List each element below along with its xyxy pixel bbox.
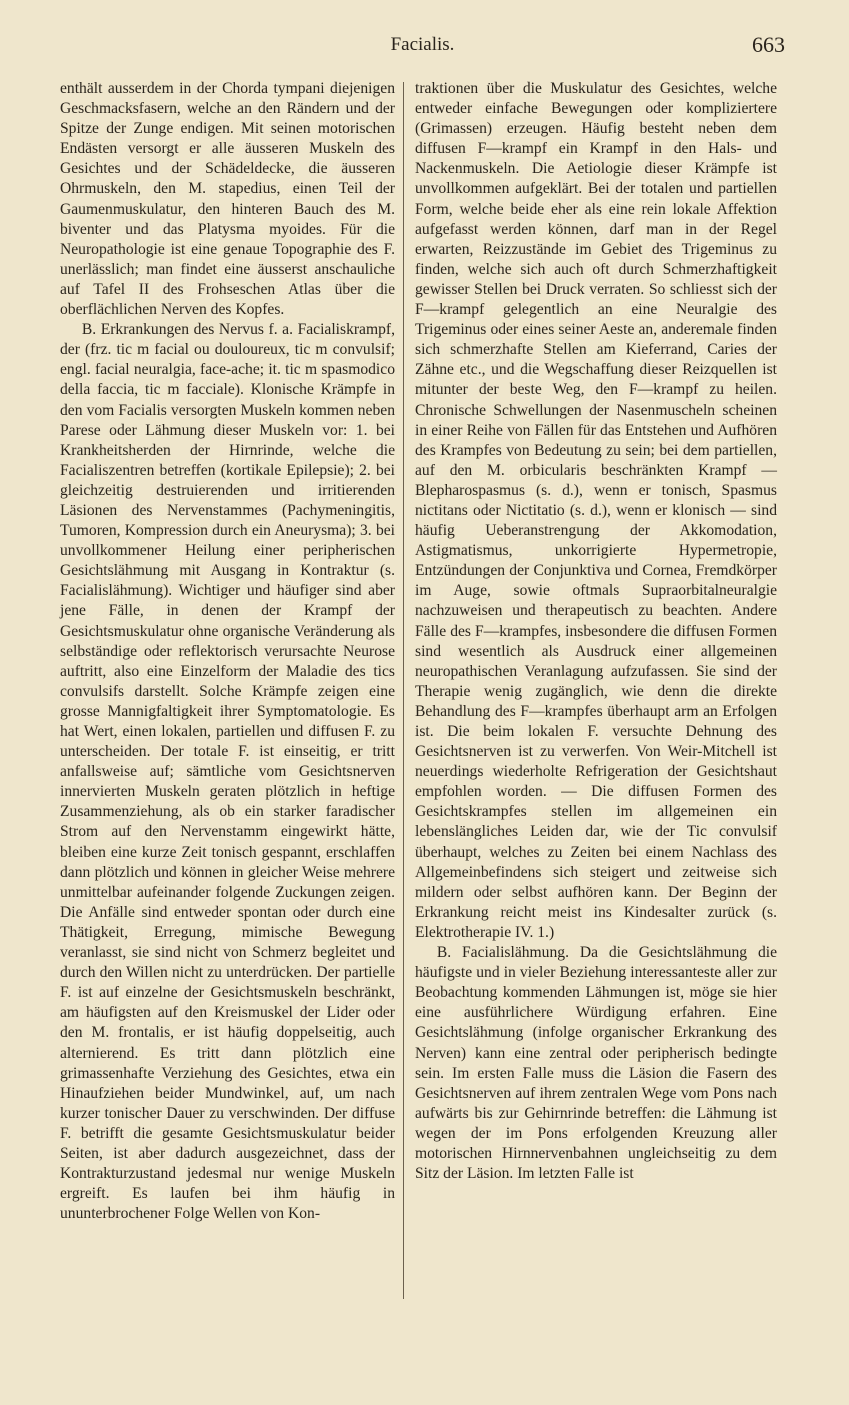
page-number: 663 — [752, 32, 785, 57]
paragraph: B. Erkrankungen des Nervus f. a. Facialiskrampf, der (frz. tic m facial ou douloureux, tic m convulsif; engl. facial neuralgia, face-ache; it. tic m spasmodico della faccia, tic m facciale). Klonische Krämpfe in den vom Facialis versorgten Muskeln kommen neben Parese oder Lähmung dieser Muskeln vor: 1. bei Krankheitsherden der Hirnrinde, welche die Facialiszentren betreffen (kortikale Epilepsie); 2. bei gleichzeitig destruierenden und irritierenden Läsionen des Nervenstammes (Pachymeningitis, Tumoren, Kompression durch ein Aneurysma); 3. bei unvollkommener Heilung einer peripherischen Gesichtslähmung mit Ausgang in Kontraktur (s. Facialislähmung). Wichtiger und häufiger sind aber jene Fälle, in denen der Krampf der Gesichtsmuskulatur ohne organische Veränderung als selbständige oder reflektorisch verursachte Neurose auftritt, also eine Einzelform der Maladie des tics convulsifs darstellt. Solche Krämpfe zeigen eine grosse Mannigfaltigkeit ihrer Symptomatologie. Es hat Wert, einen lokalen, partiellen und diffusen F. zu unterscheiden. Der totale F. ist einseitig, er tritt anfallsweise auf; sämtliche vom Gesichtsnerven innervierten Muskeln geraten plötzlich in heftige Zusammenziehung, als ob ein starker faradischer Strom auf den Nervenstamm eingewirkt hätte, bleiben eine kurze Zeit tonisch gespannt, erschlaffen dann plötzlich und können in gleicher Weise mehrere unmittelbar aufeinander folgende Zuckungen zeigen. Die Anfälle sind entweder spontan oder durch eine Thätigkeit, Erregung, mimische Bewegung veranlasst, sie sind nicht von Schmerz begleitet und durch den Willen nicht zu unterdrücken. Der partielle F. ist auf einzelne der Gesichtsmuskeln beschränkt, am häufigsten auf den Kreismuskel der Lider oder den M. frontalis, er ist häufig doppelseitig, auch alternierend. Es tritt dann plötzlich eine grimassenhafte Verziehung des Gesichtes, etwa ein Hinaufziehen beider Mundwinkel, auf, um nach kurzer tonischer Dauer zu verschwinden. Der diffuse F. betrifft die gesamte Gesichtsmuskulatur beider Seiten, ist aber dadurch ausgezeichnet, dass der Kontrakturzustand jedesmal nur wenige Muskeln ergreift. Es laufen bei ihm häufig in ununterbrochener Folge Wellen von Kon- — [60, 321, 395, 1223]
column-divider — [403, 82, 404, 1299]
paragraph: enthält ausserdem in der Chorda tympani diejenigen Geschmacksfasern, welche an den Rändern und der Spitze der Zunge endigen. Mit seinen motorischen Endästen versorgt er alle äusseren Muskeln des Gesichtes und der Schädeldecke, die äusseren Ohrmuskeln, den M. stapedius, einen Teil der Gaumenmuskulatur, den hinteren Bauch des M. biventer und das Platysma myoides. Für die Neuropathologie ist eine genaue Topographie des F. unerlässlich; man findet eine äusserst anschauliche auf Tafel II des Frohseschen Atlas über die oberflächlichen Nerven des Kopfes. — [60, 80, 395, 319]
running-title: Facialis. — [390, 34, 455, 55]
paragraph: B. Facialislähmung. Da die Gesichtslähmung die häufigste und in vieler Beziehung interessanteste aller zur Beobachtung kommenden Lähmungen ist, möge sie hier eine ausführlichere Würdigung erfahren. Eine Gesichtslähmung (infolge organischer Erkrankung des Nerven) kann eine zentral oder peripherisch bedingte sein. Im ersten Falle muss die Läsion die Fasern des Gesichtsnerven auf ihrem zentralen Wege vom Pons nach aufwärts bis zur Gehirnrinde betreffen: die Lähmung ist wegen der im Pons erfolgenden Kreuzung aller motorischen Hirnnervenbahnen ungleichseitig zu dem Sitz der Läsion. Im letzten Falle ist — [415, 944, 777, 1183]
paragraph: traktionen über die Muskulatur des Gesichtes, welche entweder einfache Bewegungen oder kompliziertere (Grimassen) erzeugen. Häufig besteht neben dem diffusen F—krampf ein Krampf in den Hals- und Nackenmuskeln. Die Aetiologie dieser Krämpfe ist unvollkommen aufgeklärt. Bei der totalen und partiellen Form, welche beide eher als eine rein lokale Affektion aufgefasst werden können, darf man in der Regel erwarten, Reizzustände im Gebiet des Trigeminus zu finden, welche sich auch oft durch Schmerzhaftigkeit gewisser Stellen bei Druck verraten. So schliesst sich der F—krampf gelegentlich an eine Neuralgie des Trigeminus oder eines seiner Aeste an, anderemale finden sich schmerzhafte Stellen am Kieferrand, Caries der Zähne etc., und die Wegschaffung dieser Reizquellen ist mitunter der beste Weg, den F—krampf zu heilen. Chronische Schwellungen der Nasenmuscheln scheinen in einer Reihe von Fällen für das Entstehen und Aufhören des Krampfes von Bedeutung zu sein; bei dem partiellen, auf den M. orbicularis beschränkten Krampf — Blepharospasmus (s. d.), wenn er tonisch, Spasmus nictitans oder Nictitatio (s. d.), wenn er klonisch — sind häufig Ueberanstrengung der Akkomodation, Astigmatismus, unkorrigierte Hypermetropie, Entzündungen der Conjunktiva und Cornea, Fremdkörper im Auge, sowie oftmals Supraorbitalneuralgie nachzuweisen und therapeutisch zu beachten. Andere Fälle des F—krampfes, insbesondere die diffusen Formen sind wesentlich als Ausdruck einer allgemeinen neuropathischen Veranlagung aufzufassen. Sie sind der Therapie wenig zugänglich, wie denn die direkte Behandlung des F—krampfes überhaupt arm an Erfolgen ist. Die beim lokalen F. versuchte Dehnung des Gesichtsnerven ist zu verwerfen. Von Weir-Mitchell ist neuerdings wiederholte Refrigeration der Gesichtshaut empfohlen worden. — Die diffusen Formen des Gesichtskrampfes stellen im allgemeinen ein lebenslängliches Leiden dar, wie der Tic convulsif überhaupt, welches zu Zeiten bei einem Nachlass des Allgemeinbefindens sich steigert und zeitweise sich mildern oder selbst aufhören kann. Der Beginn der Erkrankung reicht meist ins Kindesalter zurück (s. Elektrotherapie IV. 1.) — [415, 80, 777, 941]
page-header — [60, 32, 785, 62]
left-column — [60, 79, 395, 1224]
right-column — [415, 79, 777, 1184]
